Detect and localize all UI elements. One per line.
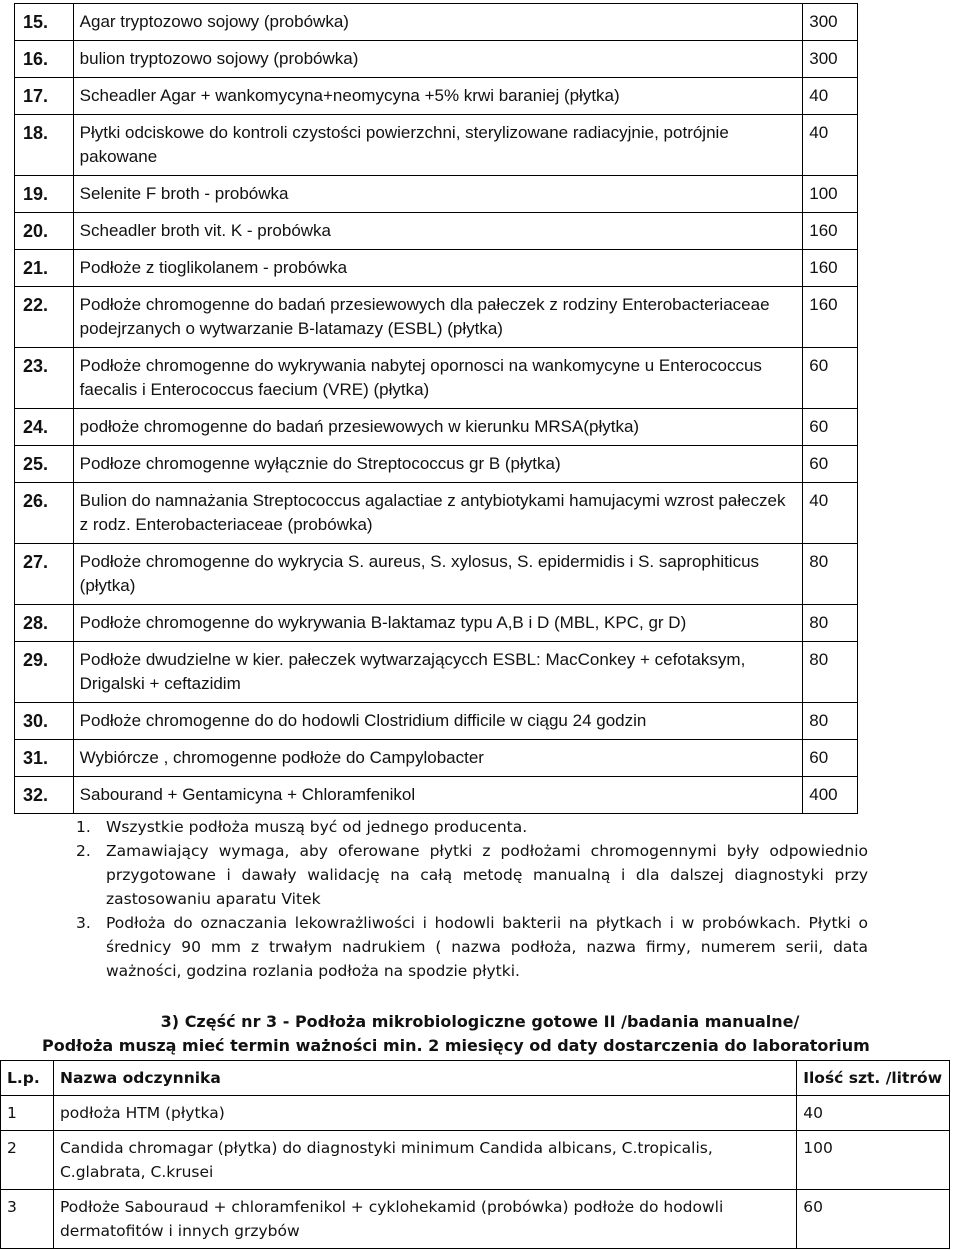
note-number: 2. [76,842,91,860]
row-name: Podłoże chromogenne do wykrycia S. aureus, S. xylosus, S. epidermidis i S. saprophiticus (płytka) [73,544,803,605]
note-text: Wszystkie podłoża muszą być od jednego producenta. [106,818,528,836]
table-row [1,1190,950,1249]
row-quantity: 300 [803,41,858,78]
row-quantity: 60 [803,446,858,483]
table-row [15,250,858,287]
note-item [76,815,868,839]
row-number: 27. [15,544,74,605]
row-name: Podłoże chromogenne do wykrywania nabytej opornosci na wankomycyne u Enterococcus faecalis i Enterococcus faecium (VRE) (płytka) [73,348,803,409]
table-row [15,287,858,348]
row-name: Podłoże chromogenne do wykrywania B-laktamaz typu A,B i D (MBL, KPC, gr D) [73,605,803,642]
row-number: 29. [15,642,74,703]
row-quantity: 400 [803,777,858,814]
note-number: 3. [76,914,91,932]
row-quantity: 160 [803,213,858,250]
row-number: 16. [15,41,74,78]
row-number: 18. [15,115,74,176]
row-lp: 2 [1,1131,54,1190]
row-name: Scheadler broth vit. K - probówka [73,213,803,250]
media-table [14,3,858,814]
row-quantity: 160 [803,250,858,287]
table-row [15,777,858,814]
table-row [15,642,858,703]
row-quantity: 60 [803,409,858,446]
row-lp: 3 [1,1190,54,1249]
row-name: Podłoże chromogenne do badań przesiewowych dla pałeczek z rodziny Enterobacteriaceae podejrzanych o wytwarzanie B-latamazy (ESBL) (płytka) [73,287,803,348]
row-name: Candida chromagar (płytka) do diagnostyki minimum Candida albicans, C.tropicalis, C.glabrata, C.krusei [53,1131,796,1190]
row-quantity: 60 [803,348,858,409]
table-row [15,483,858,544]
row-number: 21. [15,250,74,287]
row-number: 17. [15,78,74,115]
row-quantity: 80 [803,605,858,642]
row-name: bulion tryptozowo sojowy (probówka) [73,41,803,78]
row-lp: 1 [1,1096,54,1131]
note-item [76,911,868,983]
section-title: 3) Część nr 3 - Podłoża mikrobiologiczne gotowe II /badania manualne/ [160,1012,800,1031]
note-number: 1. [76,818,91,836]
row-quantity: 100 [797,1131,950,1190]
row-number: 23. [15,348,74,409]
notes-list [76,815,868,983]
table-row [15,115,858,176]
row-number: 15. [15,4,74,41]
row-quantity: 160 [803,287,858,348]
row-name: Wybiórcze , chromogenne podłoże do Campylobacter [73,740,803,777]
row-name: Scheadler Agar + wankomycyna+neomycyna +5% krwi baraniej (płytka) [73,78,803,115]
row-quantity: 40 [803,78,858,115]
row-name: Podłoże Sabouraud + chloramfenikol + cyklohekamid (probówka) podłoże do hodowli dermatofitów i innych grzybów [53,1190,796,1249]
row-name: Płytki odciskowe do kontroli czystości powierzchni, sterylizowane radiacyjnie, potrójnie pakowane [73,115,803,176]
table-header-row [1,1061,950,1096]
row-quantity: 80 [803,703,858,740]
note-text: Zamawiający wymaga, aby oferowane płytki z podłożami chromogennymi były odpowiednio przygotowane i dawały walidację na całą metodę manualną i dla dalszej diagnostyki przy zastosowaniu aparatu Vitek [106,842,868,908]
table-row [15,41,858,78]
row-number: 28. [15,605,74,642]
row-quantity: 40 [797,1096,950,1131]
row-quantity: 300 [803,4,858,41]
row-name: podłoża HTM (płytka) [53,1096,796,1131]
table-row [15,78,858,115]
row-number: 30. [15,703,74,740]
table-row [15,213,858,250]
row-name: Agar tryptozowo sojowy (probówka) [73,4,803,41]
table-row [15,740,858,777]
row-quantity: 40 [803,483,858,544]
row-number: 25. [15,446,74,483]
row-name: Bulion do namnażania Streptococcus agalactiae z antybiotykami hamujacymi wzrost pałeczek z rodz. Enterobacteriaceae (probówka) [73,483,803,544]
section-subtitle: Podłoża muszą mieć termin ważności min. 2 miesięcy od daty dostarczenia do laboratorium [42,1036,870,1055]
note-text: Podłoża do oznaczania lekowrażliwości i hodowli bakterii na płytkach i w probówkach. Płytki o średnicy 90 mm z trwałym nadrukiem ( nazwa podłoża, nazwa firmy, numerem serii, data ważności, godzina rozlania podłoża na spodzie płytki. [106,914,868,980]
row-quantity: 60 [797,1190,950,1249]
row-number: 26. [15,483,74,544]
row-number: 32. [15,777,74,814]
table-row [15,544,858,605]
table-row [15,605,858,642]
row-quantity: 80 [803,642,858,703]
header-name: Nazwa odczynnika [53,1061,796,1096]
table-row [15,409,858,446]
row-quantity: 100 [803,176,858,213]
row-name: podłoże chromogenne do badań przesiewowych w kierunku MRSA(płytka) [73,409,803,446]
row-number: 31. [15,740,74,777]
row-name: Podłoże chromogenne do do hodowli Clostridium difficile w ciągu 24 godzin [73,703,803,740]
table-row [15,348,858,409]
table-row [15,703,858,740]
row-name: Selenite F broth - probówka [73,176,803,213]
row-name: Sabourand + Gentamicyna + Chloramfenikol [73,777,803,814]
header-lp: L.p. [1,1061,54,1096]
row-number: 24. [15,409,74,446]
table-row [15,4,858,41]
header-qty: Ilość szt. /litrów [797,1061,950,1096]
row-quantity: 40 [803,115,858,176]
table-row [1,1096,950,1131]
reagents-table [0,1060,950,1249]
row-number: 20. [15,213,74,250]
table-row [1,1131,950,1190]
note-item [76,839,868,911]
row-number: 22. [15,287,74,348]
row-number: 19. [15,176,74,213]
row-quantity: 80 [803,544,858,605]
table-row [15,446,858,483]
row-name: Podłoze chromogenne wyłącznie do Streptococcus gr B (płytka) [73,446,803,483]
row-name: Podłoże dwudzielne w kier. pałeczek wytwarzającycch ESBL: MacConkey + cefotaksym, Drigalski + ceftazidim [73,642,803,703]
row-quantity: 60 [803,740,858,777]
table-row [15,176,858,213]
row-name: Podłoże z tioglikolanem - probówka [73,250,803,287]
